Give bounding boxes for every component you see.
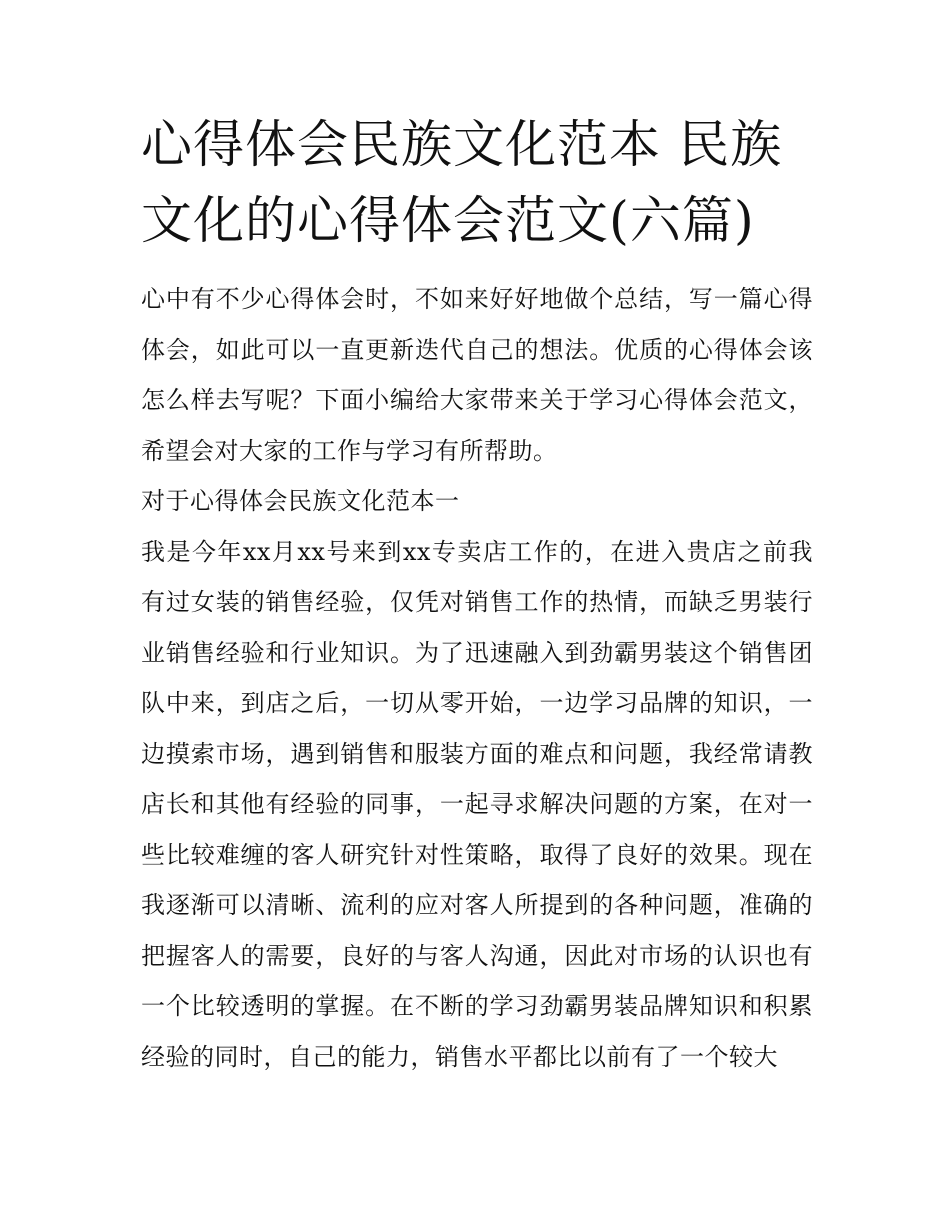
document-content	[141, 108, 821, 1082]
intro-paragraph: 心中有不少心得体会时，不如来好好地做个总结，写一篇心得体会，如此可以一直更新迭代自己的想法。优质的心得体会该怎么样去写呢？下面小编给大家带来关于学习心得体会范文，希望会对大家的工作与学习有所帮助。	[141, 285, 813, 465]
section-paragraph: 我是今年xx月xx号来到xx专卖店工作的，在进入贵店之前我有过女装的销售经验，仅凭对销售工作的热情，而缺乏男装行业销售经验和行业知识。为了迅速融入到劲霸男装这个销售团队中来，到店之后，一切从零开始，一边学习品牌的知识，一边摸索市场，遇到销售和服装方面的难点和问题，我经常请教店长和其他有经验的同事，一起寻求解决问题的方案，在对一些比较难缠的客人研究针对性策略，取得了良好的效果。现在我逐渐可以清晰、流利的应对客人所提到的各种问题，准确的把握客人的需要，良好的与客人沟通，因此对市场的认识也有一个比较透明的掌握。在不断的学习劲霸男装品牌知识和积累经验的同时，自己的能力，销售水平都比以前有了一个较大	[141, 537, 813, 1071]
document-title: 心得体会民族文化范本 民族文化的心得体会范文(六篇)	[141, 116, 783, 251]
document-body	[141, 274, 821, 1082]
section-heading: 对于心得体会民族文化范本一	[141, 487, 460, 515]
